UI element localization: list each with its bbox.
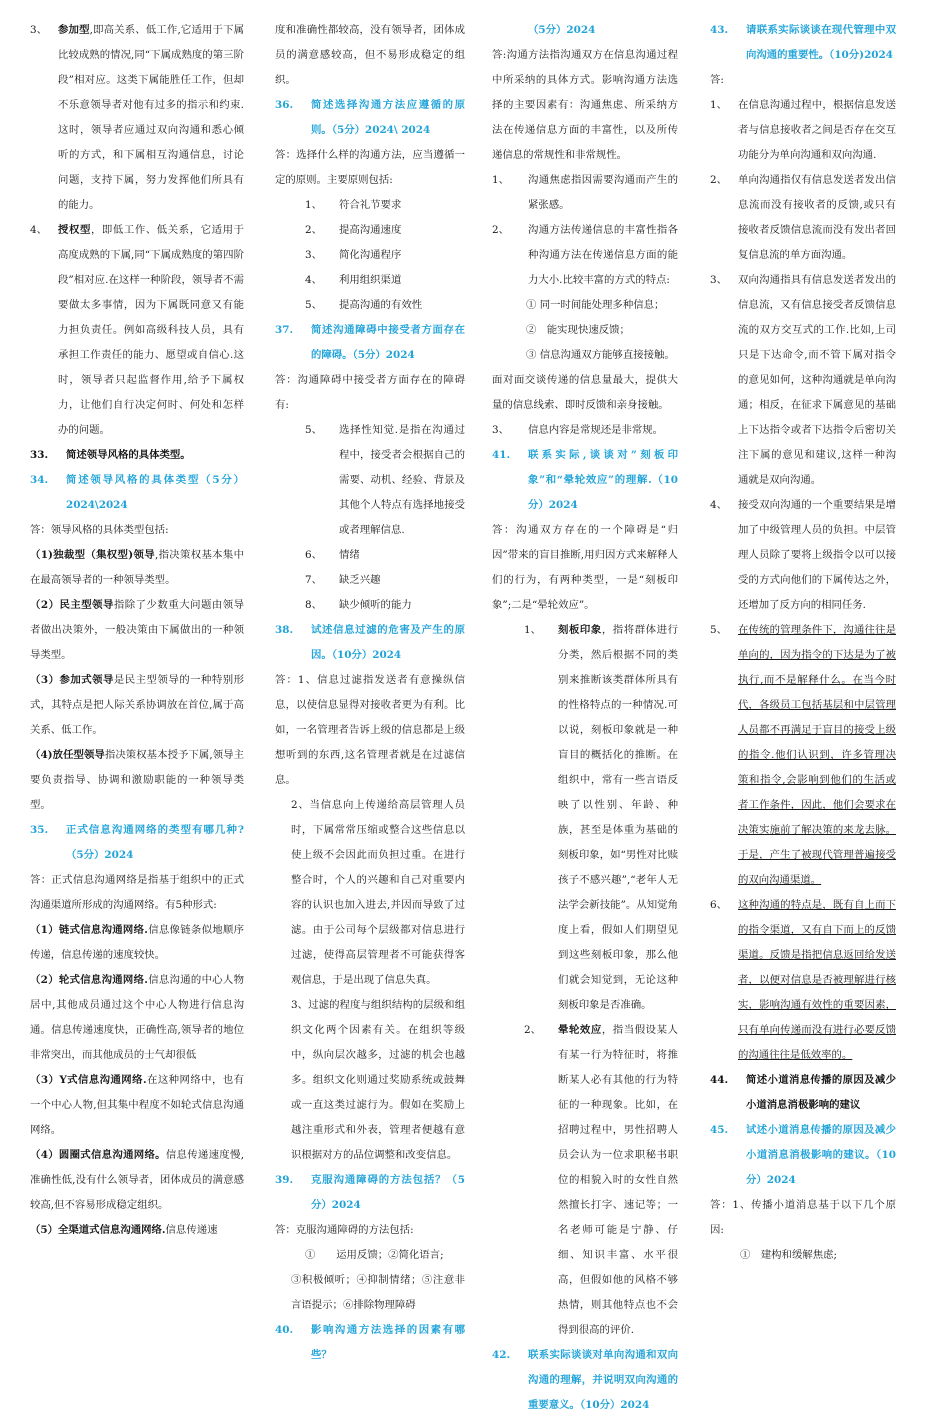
answer-intro: 答:沟通方法指沟通双方在信息沟通过程中所采纳的具体方式。影响沟通方法选择的主要因素有：沟通焦虑、所采纳方法在传递信息方面的丰富性，以及所传递信息的常规性和非常规性。	[492, 49, 678, 161]
question-heading: 40. 影响沟通方法选择的因素有哪些？	[275, 1324, 465, 1361]
list-item: 5、 选择性知觉.是指在沟通过程中，接受者会根据自己的需要、动机、经验、背景及其他个人特点有选择地接受或者理解信息.	[305, 424, 465, 536]
list-item: 1、 刻板印象，指将群体进行分类，然后根据不同的类别来推断该类群体所具有的性格特点的一种情况.可以说，刻板印象就是一种盲目的概括化的推断。在组织中，常有一些言语反映了以性别、年龄、种族，甚至是体重为基础的刻板印象，如“男性对比赎孩子不感兴趣”,“老年人无法学会新技能”。从知觉角度上看，假如人们期望见到这些刻板印象，那么他们就会知觉到，无论这种刻板印象是否准确。	[524, 624, 678, 1011]
sub-item: ① 建构和缓解焦虑;	[740, 1249, 838, 1261]
answer-item: （5）全渠道式信息沟通网络.信息传递速	[30, 1224, 218, 1236]
question-heading: 33. 简述领导风格的具体类型。	[30, 449, 191, 461]
question-heading: 37. 简述沟通障碍中接受者方面存在的障碍。（5分）2024	[275, 324, 465, 361]
answer-item: （3）Y式信息沟通网络.在这种网络中，也有一个中心人物,但其集中程度不如轮式信息沟通网络。	[30, 1074, 245, 1136]
list-item: 3、 简化沟通程序	[305, 249, 402, 261]
list-item: 2、 提高沟通速度	[305, 224, 402, 236]
answer-paragraph: 2、当信息向上传递给高层管理人员时，下属常常压缩或整合这些信息以使上级不会因此而负担过重。在进行整合时，个人的兴趣和自己对重要内容的认识也加入进去,并因而导致了过滤。由于公司每个层级都对信息进行过滤，使得高层管理者不可能获得客观信息，于是出现了信息失真。	[291, 799, 465, 986]
answer-intro: 答：正式信息沟通网络是指基于组织中的正式沟通渠道所形成的沟通网络。有5种形式:	[30, 874, 244, 911]
list-item: 2、 单向沟通指仅有信息发送者发出信息流而没有接收者的反馈,或只有接收者反馈信息流而没有发出者回复信息流的单方面沟通。	[710, 174, 896, 261]
answer-intro: 答：沟通障碍中接受者方面存在的障碍有:	[275, 374, 465, 411]
list-item: 6、 情绪	[305, 549, 360, 561]
column-3	[492, 18, 678, 1418]
answer-item: （2）轮式信息沟通网络.信息沟通的中心人物居中,其他成员通过这个中心人物进行信息沟通。信息传递速度快，正确性高,领导者的地位非常突出，而其他成员的士气却很低	[30, 974, 244, 1061]
question-heading: 45. 试述小道消息传播的原因及减少小道消息消极影响的建议。（10分）2024	[710, 1124, 896, 1186]
list-item: 6、 这种沟通的特点是，既有自上而下的指令渠道，又有自下而上的反馈渠道。反馈是指把信息返回给发送者，以便对信息是否被理解进行核实，影响沟通有效性的重要因素，只有单向传递而没有进行必要反馈的沟通往往是低效率的。	[710, 899, 896, 1061]
question-heading: 36. 简述选择沟通方法应遵循的原则。（5分）2024\ 2024	[275, 99, 465, 136]
question-heading: 34. 简述领导风格的具体类型（5分）2024\2024	[30, 474, 244, 511]
sub-item: ① 同一时间能处理多种信息；	[526, 299, 665, 311]
list-item: 3、 参加型,即高关系、低工作,它适用于下属比较成熟的情况,同“下属成熟度的第三阶段”相对应。这类下属能胜任工作，但却不乐意领导者对他有过多的指示和约束.这时，领导者应通过双向沟通和悉心倾听的方式，和下属相互沟通信息，讨论问题，支持下属，努力发挥他们所具有的能力。	[30, 24, 245, 211]
answer-paragraph: 答：1、信息过滤指发送者有意操纵信息，以使信息显得对接收者更为有利。比如，一名管理者告诉上级的信息都是上级想听到的东西,这名管理者就是在过滤信息。	[275, 674, 465, 786]
list-item: 5、 提高沟通的有效性	[305, 299, 423, 311]
column-4	[710, 18, 896, 1268]
question-heading: 44. 简述小道消息传播的原因及减少小道消息消极影响的建议	[710, 1074, 896, 1111]
list-item: 1、 在信息沟通过程中，根据信息发送者与信息接收者之间是否存在交互功能分为单向沟通和双向沟通.	[710, 99, 896, 161]
answer-line: ③积极倾听；④抑制情绪；⑤注意非言语提示；⑥排除物理障碍	[291, 1274, 465, 1311]
list-item: 8、 缺少倾听的能力	[305, 599, 412, 611]
answer-item: （1）链式信息沟通网络.信息像链条似地顺序传递，信息传递的速度较快。	[30, 924, 244, 961]
question-heading: 43. 请联系实际谈谈在现代管理中双向沟通的重要性。（10分)2024	[710, 24, 896, 61]
list-item: 3、 双向沟通指具有信息发送者发出的信息流，又有信息接受者反馈信息流的双方交互式的工作.比如,上司只是下达命令,而不管下属对指令的意见如何，这种沟通就是单向沟通；相反，在征求下属意见的基础上下达指令或者下达指令后密切关注下属的意见和建议,这样一种沟通就是双向沟通。	[710, 274, 896, 486]
answer-item: （2）民主型领导指除了少数重大问题由领导者做出决策外，一般决策由下属做出的一种领导类型。	[30, 599, 245, 661]
list-item: 1、 符合礼节要求	[305, 199, 402, 211]
list-item: 4、 授权型，即低工作、低关系，它适用于高度成熟的下属,同“下属成熟度的第四阶段”相对应.在这样一种阶段，领导者不需要做太多事情，因为下属既同意又有能力担负责任。例如高级科技人员，具有承担工作责任的能力、愿望或自信心.这时，领导者只起监督作用,给予下属权力，让他们自行决定何时、何处和怎样办的问题。	[30, 224, 245, 436]
answer-item: （3）参加式领导是民主型领导的一种特别形式，其特点是把人际关系协调放在首位,属于高关系、低工作。	[30, 674, 245, 736]
continued-text: 度和准确性都较高，没有领导者，团体成员的满意感较高，但不易形成稳定的组织。	[275, 24, 465, 86]
sub-item: ③ 信息沟通双方能够直接接触。	[526, 349, 675, 361]
answer-item: （4）圆圈式信息沟通网络。信息传递速度慢,准确性低,没有什么领导者，团体成员的满意感较高,但不容易形成稳定组织。	[30, 1149, 244, 1211]
list-item: 4、 接受双向沟通的一个重要结果是增加了中级管理人员的负担。中层管理人员除了要将上级指令以可以接受的方式向他们的下属传达之外，还增加了反方向的相同任务.	[710, 499, 896, 611]
column-2	[275, 18, 465, 1368]
answer-intro: 答：克服沟通障碍的方法包括:	[275, 1224, 414, 1236]
list-item: 5、 在传统的管理条件下，沟通往往是单向的，因为指令的下达是为了被执行,而不是解释什么。在当今时代，各级员工包括基层和中层管理人员都不再满足于盲目的接受上级的指令.他们认识到，许多管理决策和指令,会影响到他们的生活或者工作条件，因此，他们会要求在决策实施前了解决策的来龙去脉。于是，产生了被现代管理普遍接受的双向沟通渠道。	[710, 624, 896, 886]
answer-item: （1)独裁型（集权型)领导,指决策权基本集中在最高领导者的一种领导类型。	[30, 549, 245, 586]
question-heading: 38. 试述信息过滤的危害及产生的原因。（10分）2024	[275, 624, 465, 661]
list-item: 2、 晕轮效应，指当假设某人有某一行为特征时，将推断某人必有其他的行为特征的一种现象。比如，在招聘过程中，男性招聘人员会认为一位求职秘书职位的相貌入时的女性自然然擅长打字、速记等；一名老师可能是宁静、仔细、知识丰富、水平很高，但假如他的风格不够热情，则其他特点也不会得到很高的评价.	[524, 1024, 678, 1336]
answer-paragraph: 面对面交谈传递的信息量最大，提供大量的信息线索、即时反馈和亲身接触。	[492, 374, 678, 411]
answer-item: （4)放任型领导指决策权基本授予下属,领导主要负责指导、协调和激励职能的一种领导类型。	[30, 749, 244, 811]
list-item: 7、 缺乏兴趣	[305, 574, 381, 586]
answer-line: ① 运用反馈；②简化语言;	[305, 1249, 444, 1261]
question-heading: 35. 正式信息沟通网络的类型有哪几种?（5分）2024	[30, 824, 244, 861]
list-item: 4、 利用组织渠道	[305, 274, 402, 286]
list-item: 2、 沟通方法传递信息的丰富性指各种沟通方法在传递信息方面的能力大小.比较丰富的方式的特点:	[492, 224, 678, 286]
answer-intro: 答：领导风格的具体类型包括:	[30, 524, 169, 536]
answer-paragraph: 3、过滤的程度与组织结构的层级和组织文化两个因素有关。在组织等级中，纵向层次越多，过滤的机会也越多。组织文化则通过奖励系统或鼓舞或一直这类过滤行为。假如在奖励上越注重形式和外表，管理者便越有意识根据对方的品位调整和改变信息。	[291, 999, 465, 1161]
question-heading: 42. 联系实际谈谈对单向沟通和双向沟通的理解，并说明双向沟通的重要意义。（10分）2024	[492, 1349, 678, 1411]
sub-item: ② 能实现快速反馈；	[526, 324, 630, 336]
answer-intro: 答：沟通双方存在的一个障碍是“归因”带来的盲目推断,用归因方式来解释人们的行为，有两种类型，一是“刻板印象”;二是“晕轮效应”。	[492, 524, 678, 611]
question-heading: 41. 联系实际,谈谈对”刻板印象”和“晕轮效应”的理解.（10分）2024	[492, 449, 678, 511]
answer-intro: 答：1、传播小道消息基于以下几个原因:	[710, 1199, 896, 1236]
list-item: 3、 信息内容是常规还是非常规。	[492, 424, 664, 436]
question-heading: 39. 克服沟通障碍的方法包括？（5分）2024	[275, 1174, 465, 1211]
question-heading-cont: （5分）2024	[528, 24, 596, 36]
list-item: 1、 沟通焦虑指因需要沟通而产生的紧张感。	[492, 174, 678, 211]
column-1	[30, 18, 244, 1243]
answer-intro: 答:	[710, 74, 724, 86]
answer-intro: 答：选择什么样的沟通方法，应当遵循一定的原则。主要原则包括:	[275, 149, 465, 186]
